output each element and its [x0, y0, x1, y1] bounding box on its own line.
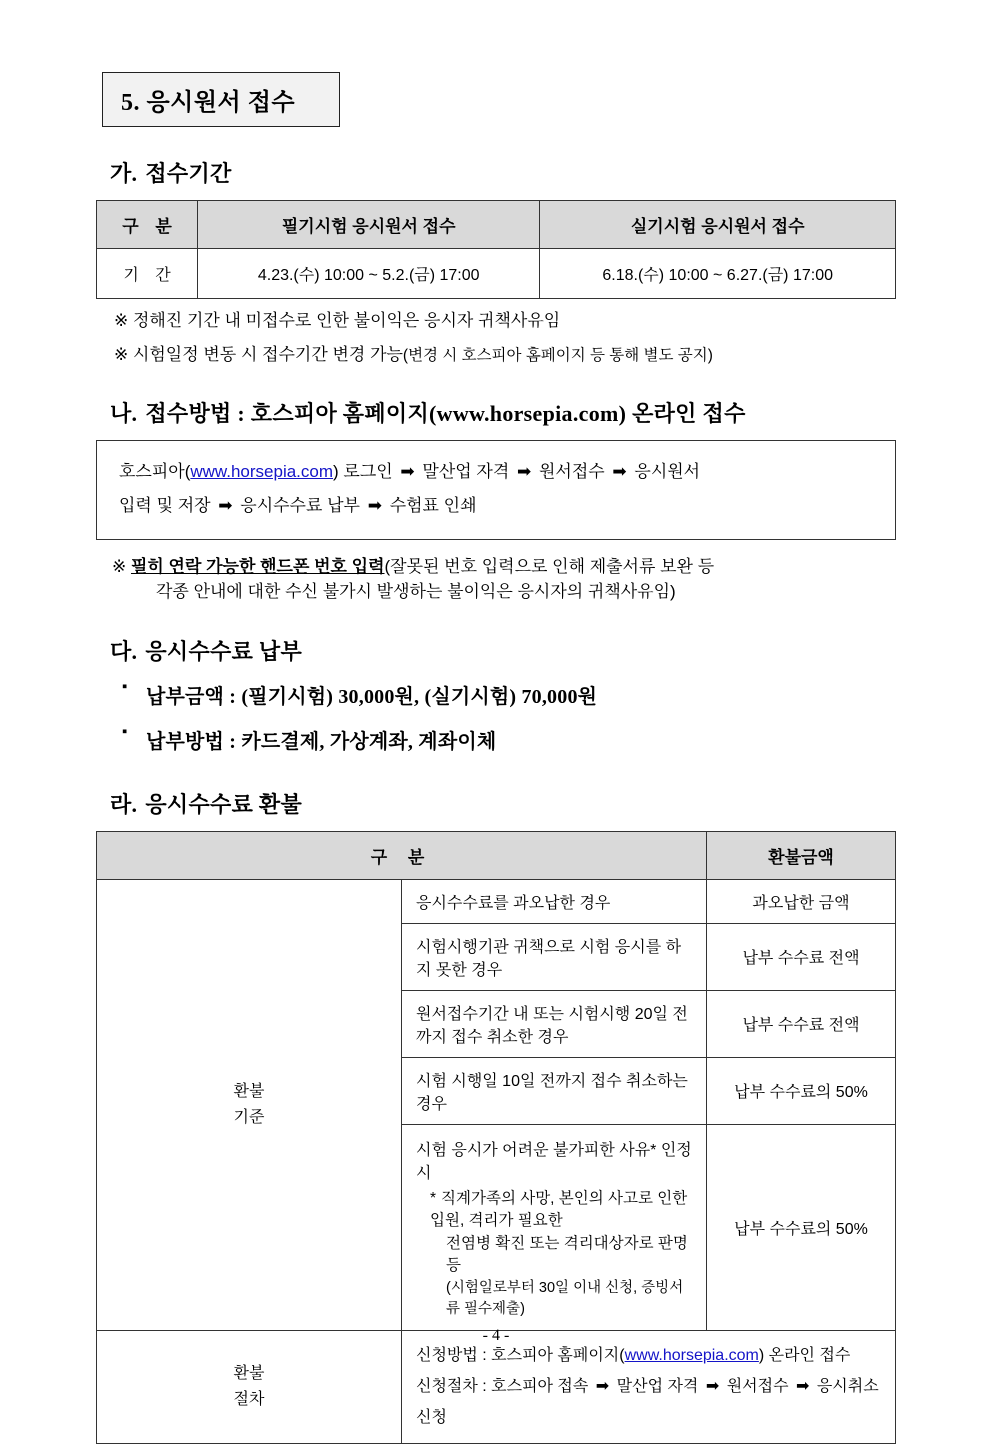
refund-criteria-label-line2: 기준: [233, 1108, 265, 1126]
refund-reason-1: 응시수수료를 과오납한 경우: [402, 879, 707, 923]
refund-reason-5-sub1: 직계가족의 사망, 본인의 사고로 인한 입원, 격리가 필요한: [430, 1189, 688, 1230]
refund-procedure-line-1: [416, 1341, 885, 1371]
warning-mark: ※: [112, 556, 127, 576]
refund-reason-5-sub: [430, 1188, 696, 1320]
method-line-2: [119, 489, 873, 523]
fee-bullet-list: [122, 680, 896, 754]
horsepia-link-2[interactable]: www.horsepia.com: [624, 1346, 759, 1364]
refund-procedure-content: [402, 1330, 896, 1443]
refund-amount-3: 납부 수수료 전액: [707, 990, 896, 1057]
subsection-marker-b: 나.: [110, 400, 138, 426]
arrow-icon: ➡: [795, 1376, 810, 1396]
refund-amount-5: 납부 수수료의 50%: [707, 1124, 896, 1330]
arrow-icon: ➡: [218, 495, 233, 516]
section-title: 5. 응시원서 접수: [102, 72, 340, 127]
period-note-1: ※ 정해진 기간 내 미접수로 인한 불이익은 응시자 귀책사유임: [114, 311, 561, 330]
asterisk-icon: *: [430, 1189, 437, 1207]
arrow-icon: ➡: [595, 1376, 610, 1396]
period-table: [96, 200, 896, 299]
refund-procedure-label-line2: 절차: [233, 1390, 265, 1408]
period-header-practical: 실기시험 응시원서 접수: [540, 201, 896, 249]
method-step-4: 입력 및 저장: [119, 495, 211, 515]
refund-reason-5-sub2: 전염병 확진 또는 격리대상자로 판명 등: [446, 1234, 688, 1275]
period-note-2-main: ※ 시험일정 변동 시 접수기간 변경 가능: [114, 344, 403, 364]
period-header-written: 필기시험 응시원서 접수: [198, 201, 540, 249]
arrow-icon: ➡: [612, 461, 627, 482]
method-step-3: 응시원서: [634, 461, 701, 481]
subsection-title-b: 접수방법 : 호스피아 홈페이지(www.horsepia.com) 온라인 접수: [145, 400, 746, 426]
method-step-5: 응시수수료 납부: [240, 495, 360, 515]
warning-continued: 각종 안내에 대한 수신 불가시 발생하는 불이익은 응시자의 귀책사유임): [156, 582, 676, 602]
procedure-line1-pre: 신청방법 : 호스피아 홈페이지(: [416, 1346, 625, 1364]
table-row: [97, 249, 896, 299]
method-step-6: 수험표 인쇄: [389, 495, 477, 515]
refund-amount-1: 과오납한 금액: [707, 879, 896, 923]
subsection-heading-a: [110, 157, 896, 188]
table-header-row: [97, 831, 896, 879]
list-item: ▪ 납부금액 : (필기시험) 30,000원, (실기시험) 70,000원: [122, 680, 896, 709]
refund-criteria-label: [97, 879, 402, 1330]
procedure-step-3: 응시취소신청: [416, 1378, 879, 1426]
arrow-icon: ➡: [400, 461, 415, 482]
warning-rest: (잘못된 번호 입력으로 인해 제출서류 보완 등: [384, 556, 715, 576]
period-note-2: [114, 344, 896, 367]
subsection-marker-c: 다.: [110, 638, 138, 664]
procedure-step-2: 원서접수: [726, 1378, 789, 1396]
application-method-box: [96, 440, 896, 540]
refund-procedure-label: [97, 1330, 402, 1443]
refund-criteria-label-line1: 환불: [233, 1083, 265, 1101]
refund-reason-2: 시험시행기관 귀책으로 시험 응시를 하지 못한 경우: [402, 923, 707, 990]
subsection-title-c: 응시수수료 납부: [145, 638, 303, 664]
subsection-marker-d: 라.: [110, 791, 138, 817]
method-step-1: 말산업 자격: [422, 461, 510, 481]
period-practical-value: 6.18.(수) 10:00 ~ 6.27.(금) 17:00: [540, 249, 896, 299]
method-step-2: 원서접수: [538, 461, 605, 481]
refund-procedure-label-line1: 환불: [233, 1365, 265, 1383]
arrow-icon: ➡: [367, 495, 382, 516]
refund-reason-4: 시험 시행일 10일 전까지 접수 취소하는 경우: [402, 1057, 707, 1124]
table-row: [97, 879, 896, 923]
subsection-heading-c: [110, 635, 896, 666]
procedure-line1-post: ) 온라인 접수: [758, 1346, 851, 1364]
subsection-heading-d: [110, 788, 896, 819]
refund-reason-5: [402, 1124, 707, 1330]
refund-table: [96, 831, 896, 1444]
period-header-gubun: 구 분: [97, 201, 198, 249]
method-line1-post: ) 로그인: [333, 461, 393, 481]
table-header-row: [97, 201, 896, 249]
horsepia-link-1[interactable]: www.horsepia.com: [190, 461, 334, 481]
period-row-label: 기 간: [97, 249, 198, 299]
method-line-1: [119, 455, 873, 489]
list-item: ▪ 납부방법 : 카드결제, 가상계좌, 계좌이체: [122, 725, 896, 754]
period-written-value: 4.23.(수) 10:00 ~ 5.2.(금) 17:00: [198, 249, 540, 299]
arrow-icon: ➡: [705, 1376, 720, 1396]
method-line1-pre: 호스피아(: [119, 461, 191, 481]
refund-reason-3: 원서접수기간 내 또는 시험시행 20일 전까지 접수 취소한 경우: [402, 990, 707, 1057]
table-row: [97, 1330, 896, 1443]
arrow-icon: ➡: [516, 461, 532, 482]
procedure-line2-pre: 신청절차 : 호스피아 접속: [416, 1378, 589, 1396]
page-number: - 4 -: [482, 1327, 510, 1344]
period-note-2-paren: (변경 시 호스피아 홈페이지 등 통해 별도 공지): [402, 346, 713, 364]
warning-bold: 필히 연락 가능한 핸드폰 번호 입력: [130, 556, 385, 576]
subsection-title-a: 접수기간: [145, 161, 232, 186]
refund-amount-4: 납부 수수료의 50%: [707, 1057, 896, 1124]
refund-reason-5-sub3: (시험일로부터 30일 이내 신청, 증빙서류 필수제출): [446, 1279, 684, 1317]
refund-header-amount: 환불금액: [707, 831, 896, 879]
refund-header-gubun: 구 분: [97, 831, 707, 879]
subsection-marker-a: 가.: [110, 161, 138, 186]
refund-reason-5-main: 시험 응시가 어려운 불가피한 사유* 인정시: [416, 1141, 692, 1182]
procedure-step-1: 말산업 자격: [616, 1378, 699, 1396]
method-warning: [112, 554, 896, 605]
refund-amount-2: 납부 수수료 전액: [707, 923, 896, 990]
subsection-heading-b: [110, 397, 896, 428]
refund-procedure-line-2: [416, 1371, 885, 1433]
subsection-title-d: 응시수수료 환불: [145, 791, 303, 817]
